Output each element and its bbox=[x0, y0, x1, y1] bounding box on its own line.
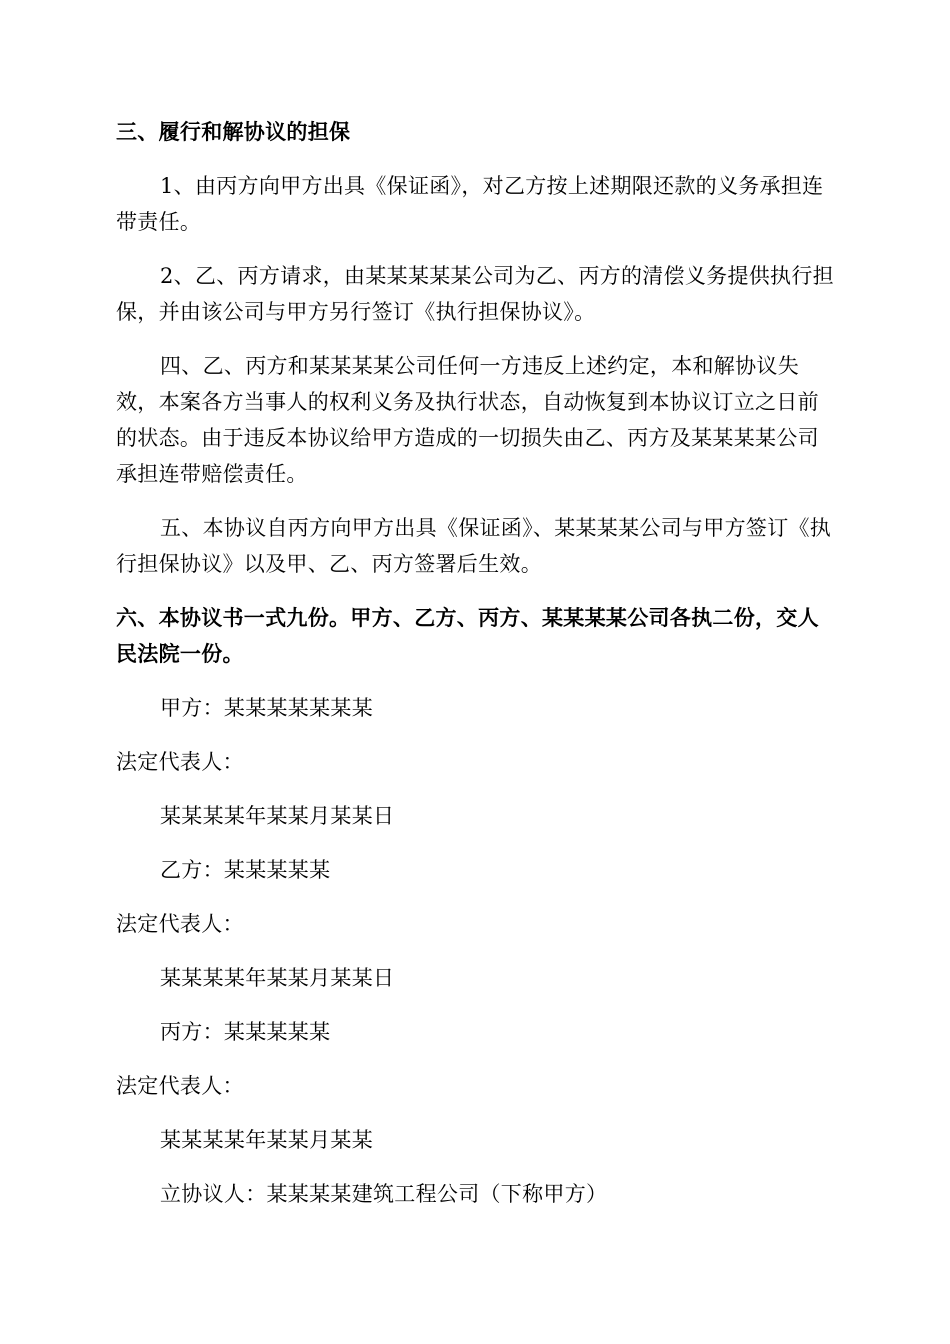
clause-copies: 六、本协议书一式九份。甲方、乙方、丙方、某某某某公司各执二份，交人民法院一份。 bbox=[116, 605, 819, 666]
legal-rep-label-c: 法定代表人： bbox=[116, 1074, 244, 1098]
party-c-line: 丙方：某某某某某 bbox=[160, 1020, 331, 1044]
party-a-line: 甲方：某某某某某某某 bbox=[160, 696, 373, 720]
clause-execution-guarantee: 2、乙、丙方请求，由某某某某某公司为乙、丙方的清偿义务提供执行担保，并由该公司与甲方另行签订《执行担保协议》。 bbox=[116, 264, 834, 324]
legal-rep-label-b: 法定代表人： bbox=[116, 912, 244, 936]
clause-effective: 五、本协议自丙方向甲方出具《保证函》、某某某某公司与甲方签订《执行担保协议》以及甲、乙、丙方签署后生效。 bbox=[116, 516, 832, 576]
signatory-line: 立协议人：某某某某建筑工程公司（下称甲方） bbox=[160, 1182, 608, 1206]
party-b-line: 乙方：某某某某某 bbox=[160, 858, 331, 882]
document-page bbox=[116, 110, 836, 1212]
section-heading-guarantee: 三、履行和解协议的担保 bbox=[116, 119, 351, 144]
clause-guarantee-letter: 1、由丙方向甲方出具《保证函》，对乙方按上述期限还款的义务承担连带责任。 bbox=[116, 174, 824, 234]
clause-breach: 四、乙、丙方和某某某某公司任何一方违反上述约定，本和解协议失效，本案各方当事人的权利义务及执行状态，自动恢复到本协议订立之日前的状态。由于违反本协议给甲方造成的一切损失由乙、丙方及某某某某公司承担连带赔偿责任。 bbox=[116, 354, 819, 486]
date-line-a: 某某某某年某某月某某日 bbox=[160, 804, 395, 828]
date-line-b: 某某某某年某某月某某日 bbox=[160, 966, 395, 990]
date-line-c: 某某某某年某某月某某 bbox=[160, 1128, 373, 1152]
legal-rep-label-a: 法定代表人： bbox=[116, 750, 244, 774]
